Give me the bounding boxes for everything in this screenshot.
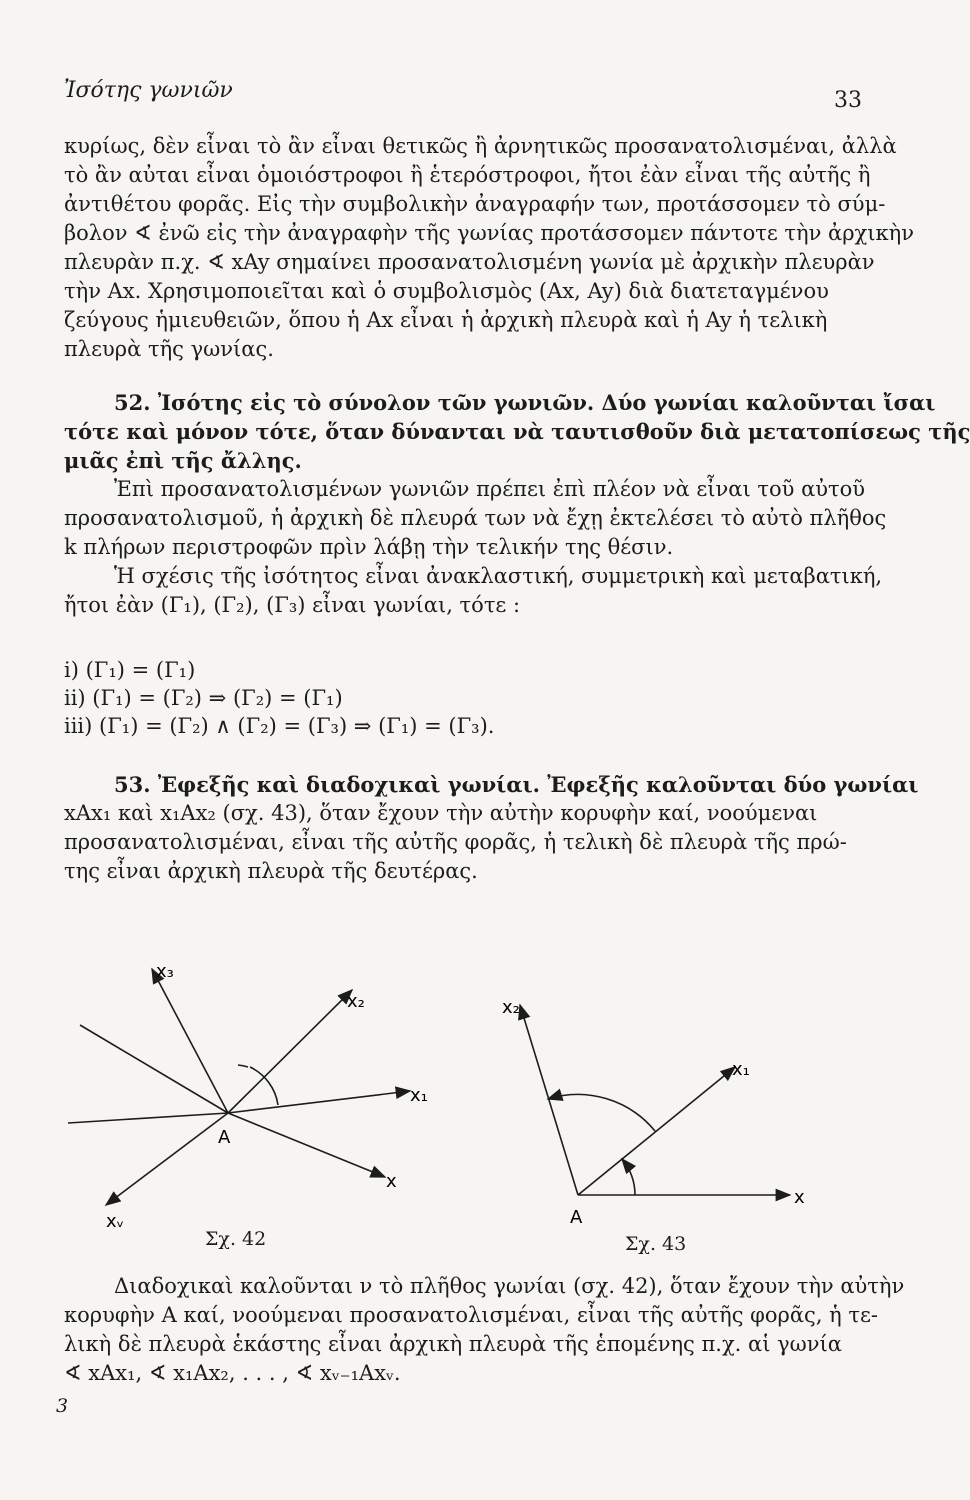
label-x1: x₁ (732, 1059, 750, 1080)
successive-lead: Διαδοχικαὶ καλοῦνται ν τὸ πλῆθος γωνίαι (σχ. 42), ὅταν ἔχουν τὴν αὐτὴν (114, 1274, 905, 1298)
text-line: πλευρὰν π.χ. ∢ xAy σημαίνει προσανατολισμένη γωνία μὲ ἀρχικὴν πλευρὰν (64, 250, 875, 274)
figure-43 (500, 985, 830, 1229)
ray-x1 (578, 1067, 735, 1195)
label-x2: x₂ (347, 991, 365, 1012)
text-line: xAx₁ καὶ x₁Ax₂ (σχ. 43), ὅταν ἔχουν τὴν αὐτὴν κορυφὴν καί, νοούμεναι (64, 801, 818, 825)
page-number: 33 (834, 88, 862, 113)
text-line: βολον ∢ ἐνῶ εἰς τὴν ἀναγραφὴν τῆς γωνίας προτάσσομεν πάντοτε τὴν ἀρχικὴν (64, 221, 914, 245)
section-52 (64, 388, 970, 620)
text-line: Ἐπὶ προσανατολισμένων γωνιῶν πρέπει ἐπὶ πλέον νὰ εἶναι τοῦ αὐτοῦ (114, 477, 866, 501)
text-line: k πλήρων περιστροφῶν πρὶν λάβῃ τὴν τελικήν της θέσιν. (64, 535, 674, 559)
text-line: τὴν Ax. Χρησιμοποιεῖται καὶ ὁ συμβολισμὸς (Ax, Ay) διὰ διατεταγμένου (64, 279, 829, 303)
section-52-heading: 52. Ἰσότης εἰς τὸ σύνολον τῶν γωνιῶν. Δύο γωνίαι καλοῦνται ἴσαι (114, 390, 936, 415)
text-line: μιᾶς ἐπὶ τῆς ἄλλης. (64, 448, 302, 473)
label-x1: x₁ (410, 1085, 428, 1106)
label-x: x (794, 1187, 805, 1208)
text-line: τὸ ἂν αὐται εἶναι ὁμοιόστροφοι ἢ ἑτερόστροφοι, ἤτοι ἐὰν εἶναι τῆς αὐτῆς ἢ (64, 163, 871, 187)
text-line: προσανατολισμοῦ, ἡ ἀρχικὴ δὲ πλευρά των νὰ ἔχῃ ἐκτελέσει τὸ αὐτὸ πλῆθος (64, 506, 887, 530)
ray-x2 (228, 990, 352, 1113)
ray-x (228, 1113, 385, 1177)
formula-reflexive: i) (Γ₁) = (Γ₁) (64, 658, 196, 682)
formula-symmetric: ii) (Γ₁) = (Γ₂) ⇒ (Γ₂) = (Γ₁) (64, 686, 343, 710)
label-x3: x₃ (156, 961, 174, 982)
ray-xv (106, 1113, 228, 1205)
formula-transitive: iii) (Γ₁) = (Γ₂) ∧ (Γ₂) = (Γ₃) ⇒ (Γ₁) = (Γ₃). (64, 714, 495, 738)
paragraph-successive-angles (64, 1272, 905, 1388)
vertex-label-A: A (218, 1127, 231, 1148)
text-line: Ἡ σχέσις τῆς ἰσότητος εἶναι ἀνακλαστική, συμμετρικὴ καὶ μεταβατική, (114, 564, 883, 588)
vertex-label-A: A (570, 1207, 583, 1228)
ray-extra-left (68, 1113, 228, 1123)
text-line: της εἶναι ἀρχικὴ πλευρὰ τῆς δευτέρας. (64, 859, 478, 883)
text-line: ζεύγους ἡμιευθειῶν, ὅπου ἡ Ax εἶναι ἡ ἀρχικὴ πλευρὰ καὶ ἡ Ay ἡ τελικὴ (64, 308, 828, 332)
ray-extra-upper-left (80, 1025, 228, 1113)
text-line: κορυφὴν A καί, νοούμεναι προσανατολισμέναι, εἶναι τῆς αὐτῆς φορᾶς, ἡ τε- (64, 1303, 879, 1327)
caption-fig-43: Σχ. 43 (625, 1233, 687, 1255)
running-title: Ἰσότης γωνιῶν (64, 78, 233, 103)
text-line: προσανατολισμέναι, εἶναι τῆς αὐτῆς φορᾶς, ἡ τελικὴ δὲ πλευρὰ τῆς πρώ- (64, 830, 847, 854)
equality-properties (64, 656, 494, 740)
text-line (64, 1272, 905, 1301)
text-line: πλευρὰ τῆς γωνίας. (64, 337, 274, 361)
text-line: κυρίως, δὲν εἶναι τὸ ἂν εἶναι θετικῶς ἢ ἀρνητικῶς προσανατολισμέναι, ἀλλὰ (64, 134, 897, 158)
caption-fig-42: Σχ. 42 (205, 1228, 267, 1250)
figure-42 (60, 955, 440, 1249)
arc-angle (238, 1065, 248, 1067)
signature-mark: 3 (56, 1395, 69, 1417)
paragraph-orientation (64, 132, 914, 364)
ray-x1 (228, 1091, 410, 1113)
text-line: ∢ xAx₁, ∢ x₁Ax₂, . . . , ∢ xᵥ₋₁Axᵥ. (64, 1361, 401, 1385)
arc-angle-x1Ax2 (548, 1094, 655, 1131)
section-53-heading: 53. Ἐφεξῆς καὶ διαδοχικαὶ γωνίαι. Ἐφεξῆς καλοῦνται δύο γωνίαι (114, 772, 919, 797)
label-x: x (386, 1171, 397, 1192)
label-x2: x₂ (502, 997, 520, 1018)
section-53 (64, 770, 919, 886)
page-header (64, 78, 862, 112)
ray-x3 (152, 969, 228, 1113)
ray-x2 (520, 1005, 578, 1195)
text-line: τότε καὶ μόνον τότε, ὅταν δύνανται νὰ ταυτισθοῦν διὰ μετατοπίσεως τῆς (64, 419, 970, 444)
text-line: ἤτοι ἐὰν (Γ₁), (Γ₂), (Γ₃) εἶναι γωνίαι, τότε : (64, 593, 521, 617)
text-line: ἀντιθέτου φορᾶς. Εἰς τὴν συμβολικὴν ἀναγραφήν των, προτάσσομεν τὸ σύμ- (64, 192, 886, 216)
label-xv: xᵥ (106, 1211, 125, 1232)
ray-set (520, 1005, 790, 1195)
text-line: λικὴ δὲ πλευρὰ ἑκάστης εἶναι ἀρχικὴ πλευρὰ τῆς ἑπομένης π.χ. αἱ γωνία (64, 1332, 842, 1356)
arc-angle-xAx1 (622, 1159, 635, 1195)
